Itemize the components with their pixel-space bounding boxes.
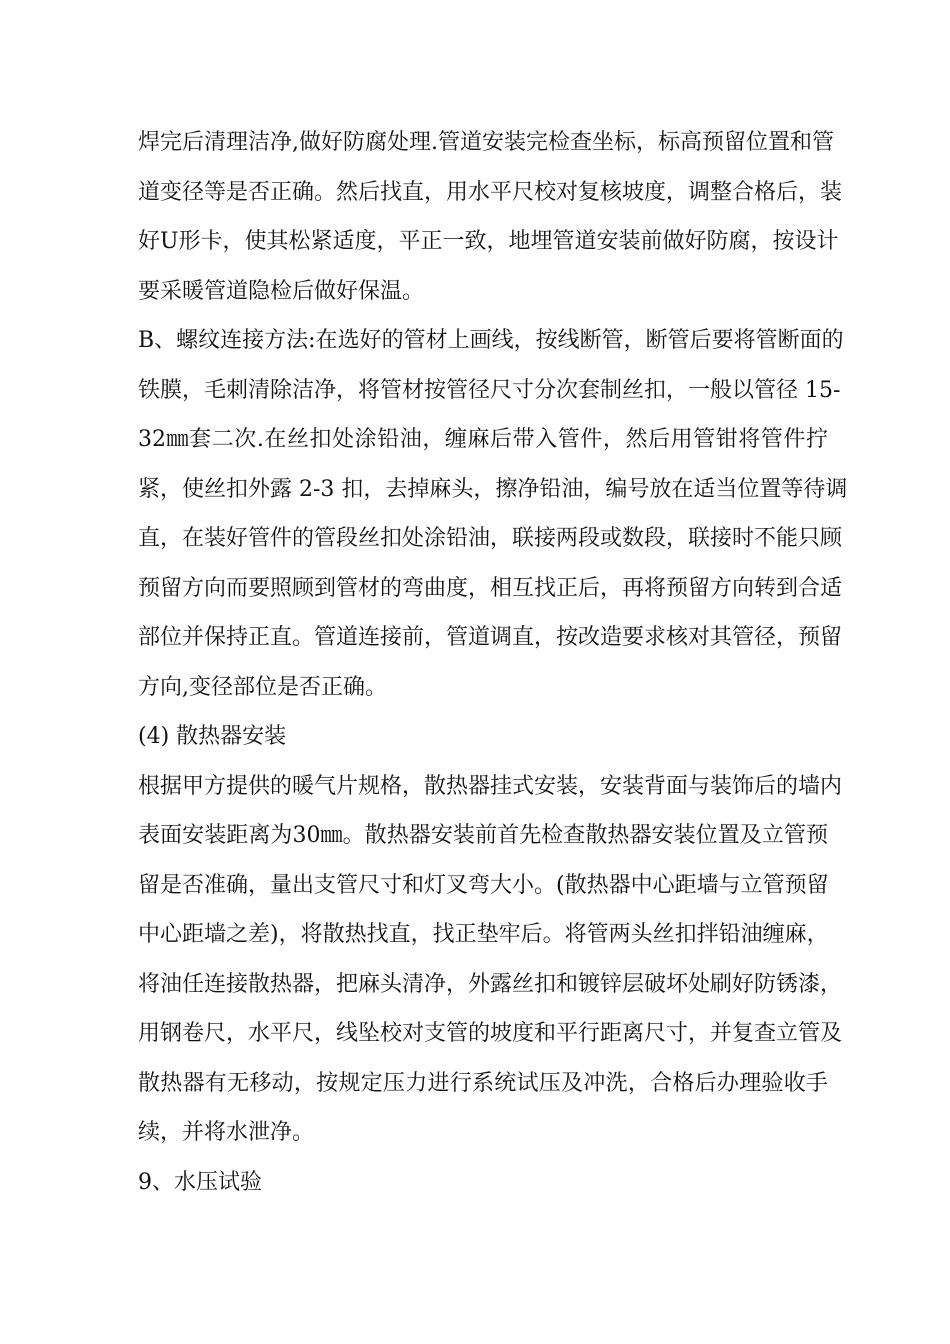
paragraph-3-line-7: 散热器有无移动，按规定压力进行系统试压及冲洗，合格后办理验收手 [138, 1071, 828, 1096]
paragraph-3-line-3: 留是否准确，量出支管尺寸和灯叉弯大小。(散热器中心距墙与立管预留 [138, 873, 829, 898]
paragraph-2-line-2: 铁膜，毛刺清除洁净，将管材按管径尺寸分次套制丝扣，一般以管径 15- [138, 378, 841, 403]
section-heading-radiator-installation: (4) 散热器安装 [138, 724, 287, 749]
paragraph-2-line-6: 预留方向而要照顾到管材的弯曲度，相互找正后，再将预留方向转到合适 [138, 576, 843, 601]
paragraph-1-line-3: 好U形卡，使其松紧适度，平正一致，地埋管道安装前做好防腐，按设计 [138, 229, 839, 254]
paragraph-2-line-7: 部位并保持正直。管道连接前，管道调直，按改造要求核对其管径，预留 [138, 625, 843, 650]
paragraph-1-line-4: 要采暖管道隐检后做好保温。 [138, 279, 425, 304]
paragraph-3-line-2: 表面安装距离为30㎜。散热器安装前首先检查散热器安装位置及立管预 [138, 823, 828, 848]
paragraph-2-line-3: 32㎜套二次.在丝扣处涂铅油，缠麻后带入管件，然后用管钳将管件拧 [138, 427, 828, 452]
paragraph-3-line-4: 中心距墙之差)，将散热找直，找正垫牢后。将管两头丝扣拌铅油缠麻， [138, 922, 829, 947]
section-heading-hydrostatic-test: 9、水压试验 [138, 1170, 262, 1195]
paragraph-3-line-8: 续，并将水泄净。 [138, 1120, 315, 1145]
paragraph-3-line-1: 根据甲方提供的暖气片规格，散热器挂式安装，安装背面与装饰后的墙内 [138, 774, 843, 799]
paragraph-2-line-4: 紧，使丝扣外露 2-3 扣，去掉麻头，擦净铅油，编号放在适当位置等待调 [138, 477, 848, 502]
paragraph-1-line-2: 道变径等是否正确。然后找直，用水平尺校对复核坡度，调整合格后，装 [138, 180, 843, 205]
paragraph-2-line-5: 直，在装好管件的管段丝扣处涂铅油，联接两段或数段，联接时不能只顾 [138, 526, 843, 551]
paragraph-1-line-1: 焊完后清理洁净,做好防腐处理.管道安装完检查坐标，标高预留位置和管 [138, 130, 834, 155]
paragraph-3-line-5: 将油任连接散热器，把麻头清净，外露丝扣和镀锌层破坏处刷好防锈漆， [138, 972, 843, 997]
paragraph-3-line-6: 用钢卷尺，水平尺，线坠校对支管的坡度和平行距离尺寸，并复查立管及 [138, 1021, 843, 1046]
paragraph-2-line-1: B、螺纹连接方法:在选好的管材上画线，按线断管，断管后要将管断面的 [138, 328, 844, 353]
paragraph-2-line-8: 方向,变径部位是否正确。 [138, 675, 387, 700]
